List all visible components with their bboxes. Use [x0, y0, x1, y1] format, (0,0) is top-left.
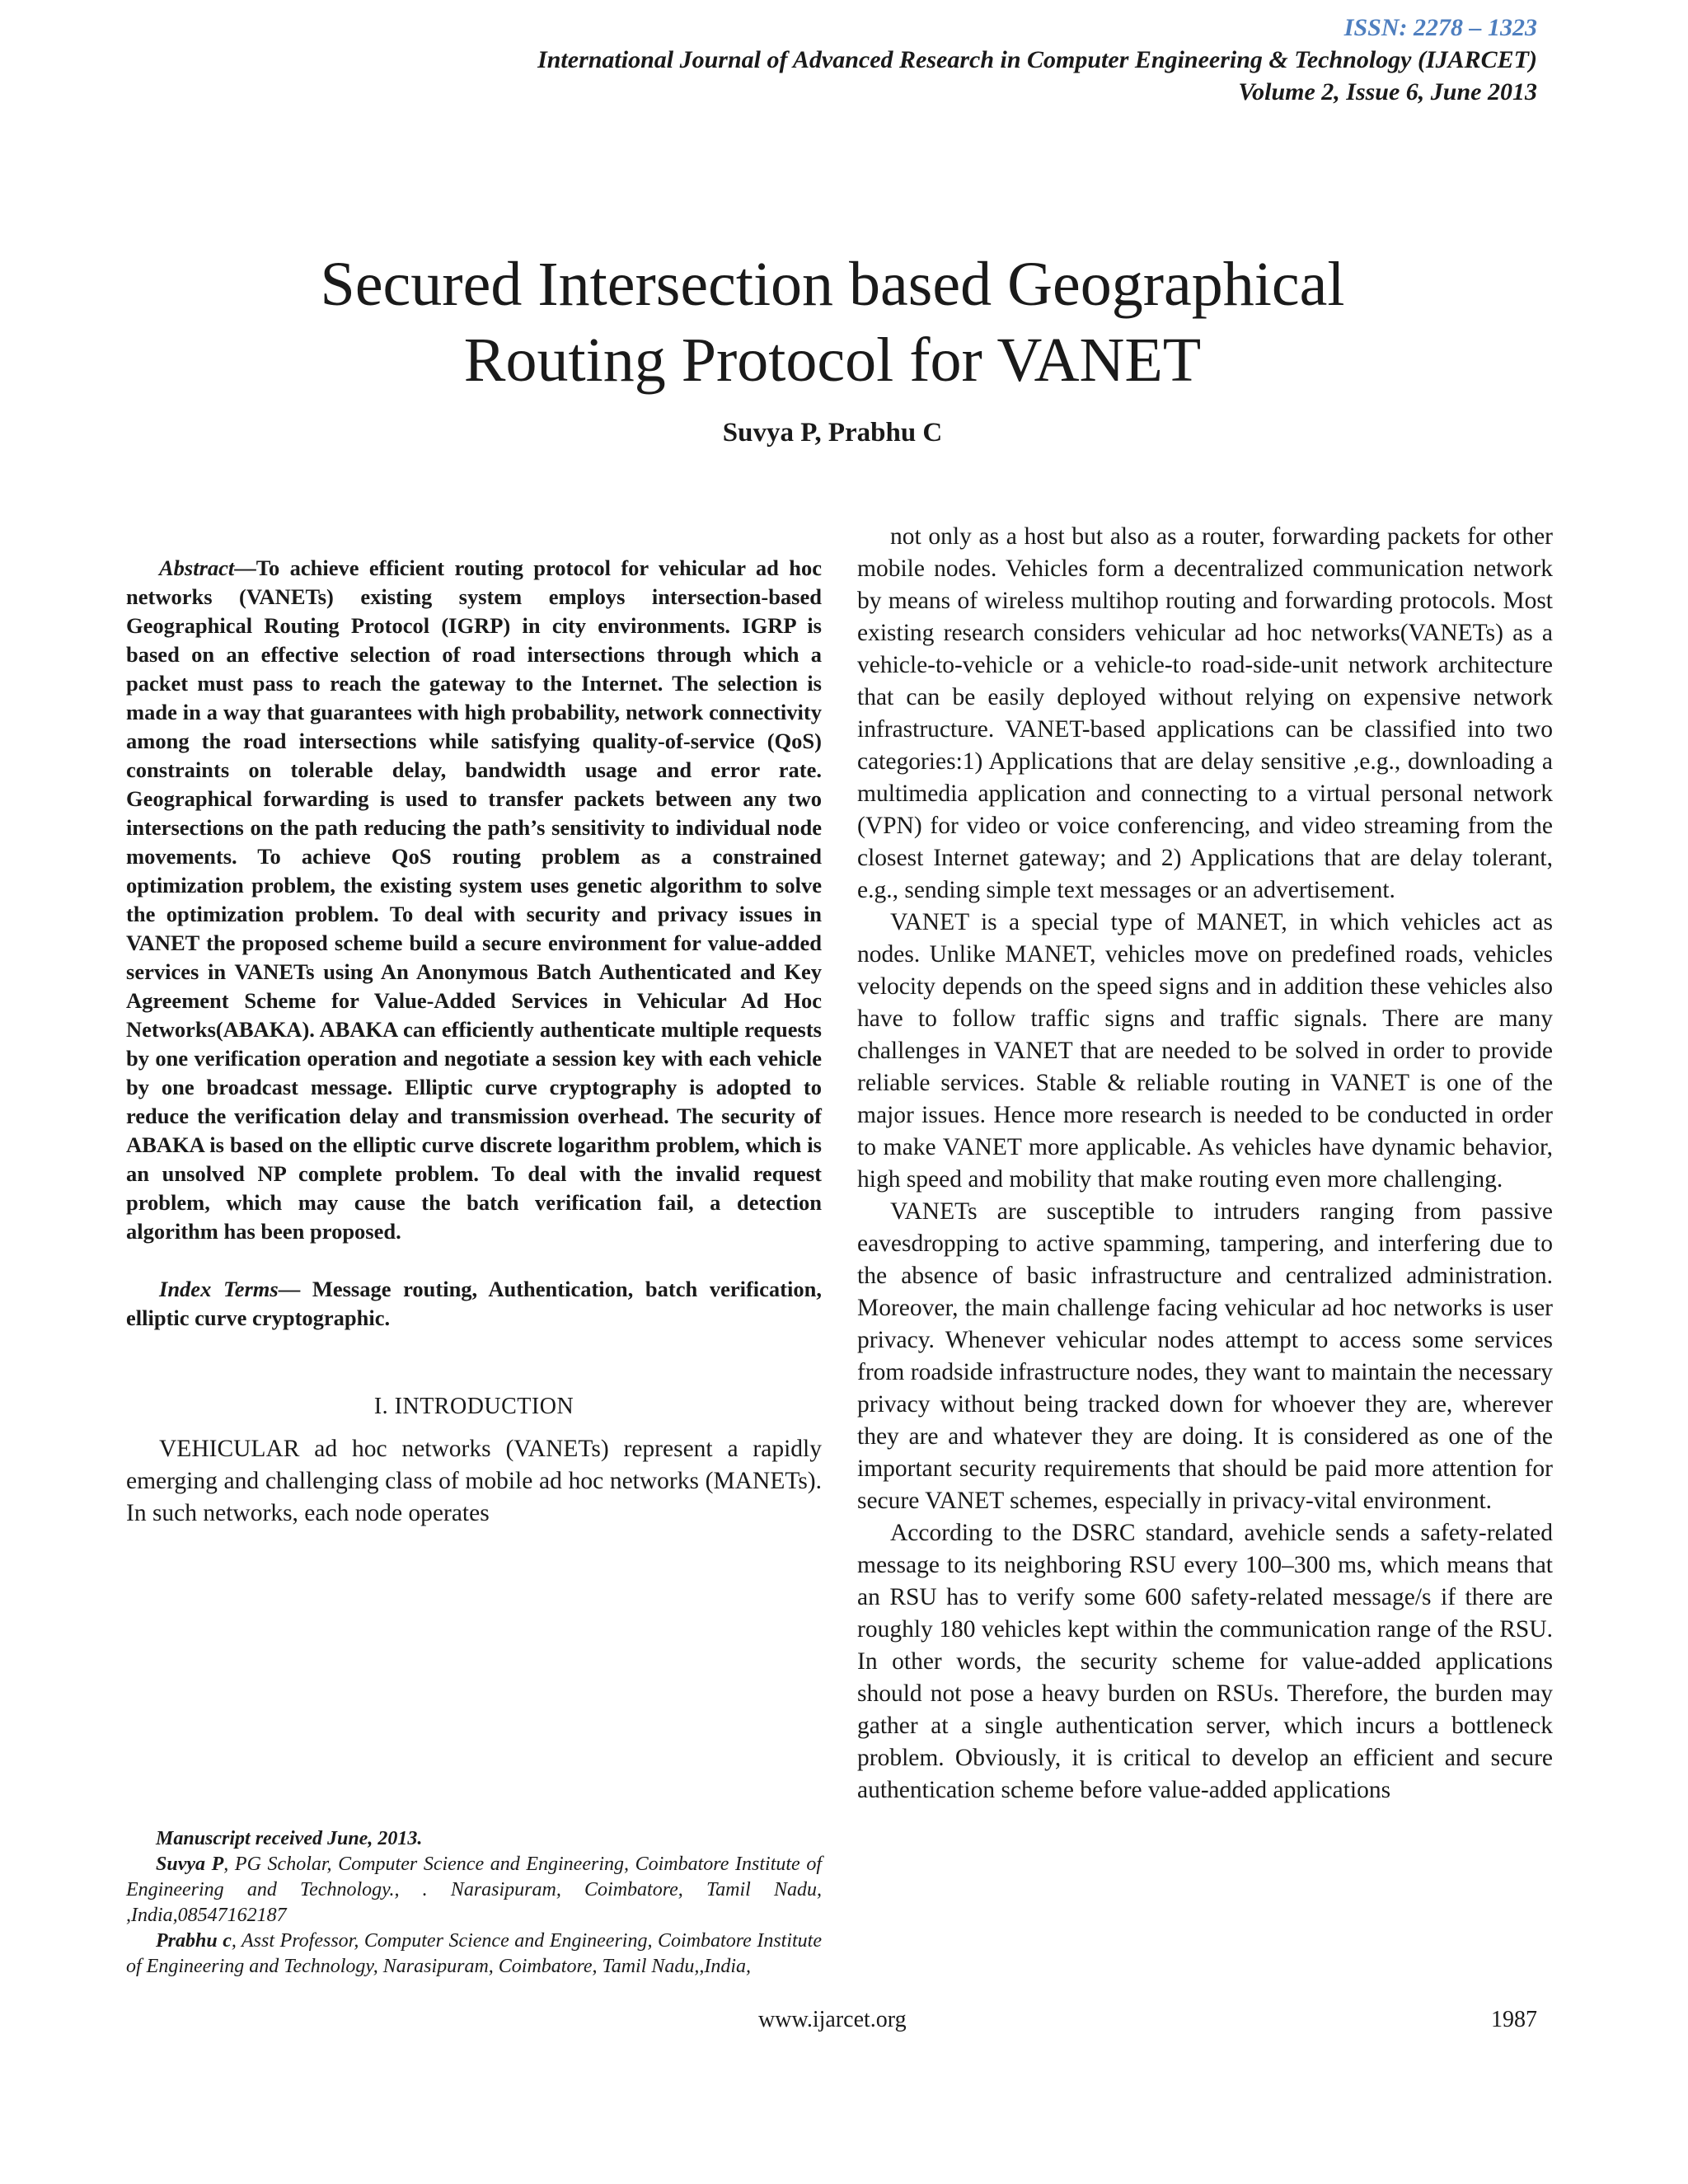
- paper-authors: Suvya P, Prabhu C: [722, 418, 943, 448]
- section-title-rest: NTRODUCTION: [402, 1394, 574, 1419]
- intro-paragraph-1-continued: not only as a host but also as a router, forwarding packets for other mobile nodes. Vehicles form a decentralized communication network by means of wireless multihop routing and forwarding protocols. Most existing research considers vehicular ad hoc networks(VANETs) as a vehicle-to-vehicle or a vehicle-to road-side-unit network architecture that can be easily deployed without relying on expensive network infrastructure. VANET-based applications can be classified into two categories:1) Applications that are delay sensitive ,e.g., downloading a multimedia application and connecting to a virtual personal network (VPN) for video or voice conferencing, and video streaming from the closest Internet gateway; and 2) Applications that are delay tolerant, e.g., sending simple text messages or an advertisement.: [857, 523, 1553, 903]
- intro-paragraph-3: VANETs are susceptible to intruders ranging from passive eavesdropping to active spamming, tampering, and interfering due to the absence of basic infrastructure and centralized administration. Moreover, the main challenge facing vehicular ad hoc networks is user privacy. Whenever vehicular nodes attempt to access some services from roadside infrastructure nodes, they want to maintain the necessary privacy without being tracked down for whoever they are, wherever they are and whatever they are doing. It is considered as one of the important security requirements that should be paid more attention for secure VANET schemes, especially in privacy-vital environment.: [857, 1198, 1553, 1514]
- footnotes: [126, 1826, 822, 1980]
- index-terms: [126, 1275, 822, 1333]
- section-number: I.: [373, 1394, 389, 1419]
- abstract: [126, 554, 822, 1246]
- paper-title-line-2: Routing Protocol for VANET: [463, 325, 1202, 395]
- issn-label: ISSN: 2278 – 1323: [1343, 14, 1537, 41]
- right-column: [857, 521, 1553, 1807]
- paper-title: [165, 246, 1500, 398]
- left-column: [126, 554, 822, 1530]
- intro-paragraph-4: According to the DSRC standard, avehicle sends a safety-related message to its neighboring RSU every 100–300 ms, which means that an RSU has to verify some 600 safety-related message/s if there are roughly 180 vehicles kept within the communication range of the RSU. In other words, the security scheme for value-added applications should not pose a heavy burden on RSUs. Therefore, the burden may gather at a single authentication server, which incurs a bottleneck problem. Obviously, it is critical to develop an efficient and secure authentication scheme before value-added applications: [857, 1520, 1553, 1803]
- author-1-details: , PG Scholar, Computer Science and Engineering, Coimbatore Institute of Engineering and Technology., . Narasipuram, Coimbatore, Tamil Nadu, ,India,08547162187: [126, 1854, 822, 1926]
- author-2-details: , Asst Professor, Computer Science and Engineering, Coimbatore Institute of Engineering and Technology, Narasipuram, Coimbatore, Tamil Nadu,,India,: [126, 1930, 822, 1977]
- section-heading-introduction: [126, 1394, 822, 1420]
- abstract-label: Abstract: [159, 555, 235, 580]
- journal-volume: Volume 2, Issue 6, June 2013: [1238, 78, 1537, 105]
- intro-paragraph-1: VEHICULAR ad hoc networks (VANETs) represent a rapidly emerging and challenging class of mobile ad hoc networks (MANETs). In such networks, each node operates: [126, 1436, 822, 1526]
- abstract-text: —To achieve efficient routing protocol for vehicular ad hoc networks (VANETs) existing system employs intersection-based Geographical Routing Protocol (IGRP) in city environments. IGRP is based on an effective selection of road intersections through which a packet must pass to reach the gateway to the Internet. The selection is made in a way that guarantees with high probability, network connectivity among the road intersections while satisfying quality-of-service (QoS) constraints on tolerable delay, bandwidth usage and error rate. Geographical forwarding is used to transfer packets between any two intersections on the path reducing the path’s sensitivity to individual node movements. To achieve QoS routing problem as a constrained optimization problem, the existing system uses genetic algorithm to solve the optimization problem. To deal with security and privacy issues in VANET the proposed scheme build a secure environment for value-added services in VANETs using An Anonymous Batch Authenticated and Key Agreement Scheme for Value-Added Services in Vehicular Ad Hoc Networks(ABAKA). ABAKA can efficiently authenticate multiple requests by one verification operation and negotiate a session key with each vehicle by one broadcast message. Elliptic curve cryptography is adopted to reduce the verification delay and transmission overhead. The security of ABAKA is based on the elliptic curve discrete logarithm problem, which is an unsolved NP complete problem. To deal with the invalid request problem, which may cause the batch verification fail, a detection algorithm has been proposed.: [126, 555, 822, 1244]
- intro-paragraph-2: VANET is a special type of MANET, in which vehicles act as nodes. Unlike MANET, vehicles move on predefined roads, vehicles velocity depends on the speed signs and in addition these vehicles also have to follow traffic signs and traffic signals. There are many challenges in VANET that are needed to be solved in order to provide reliable services. Stable & reliable routing in VANET is one of the major issues. Hence more research is needed to be conducted in order to make VANET more applicable. As vehicles have dynamic behavior, high speed and mobility that make routing even more challenging.: [857, 909, 1553, 1193]
- author-1-affiliation: [126, 1852, 822, 1929]
- footer-url: www.ijarcet.org: [758, 2007, 907, 2032]
- section-first-letter: I: [394, 1394, 403, 1419]
- author-2-name: Prabhu c: [156, 1930, 232, 1952]
- paper-title-line-1: Secured Intersection based Geographical: [320, 249, 1345, 319]
- author-2-affiliation: [126, 1929, 822, 1980]
- manuscript-received: Manuscript received June, 2013.: [156, 1828, 423, 1849]
- index-terms-text: — Message routing, Authentication, batch verification, elliptic curve cryptographic.: [126, 1277, 822, 1330]
- journal-header: [537, 12, 1537, 108]
- page-number: 1987: [1491, 2007, 1537, 2032]
- author-1-name: Suvya P: [156, 1854, 224, 1875]
- journal-name: International Journal of Advanced Research in Computer Engineering & Technology (IJARCET): [537, 46, 1537, 73]
- index-terms-label: Index Terms: [159, 1277, 279, 1301]
